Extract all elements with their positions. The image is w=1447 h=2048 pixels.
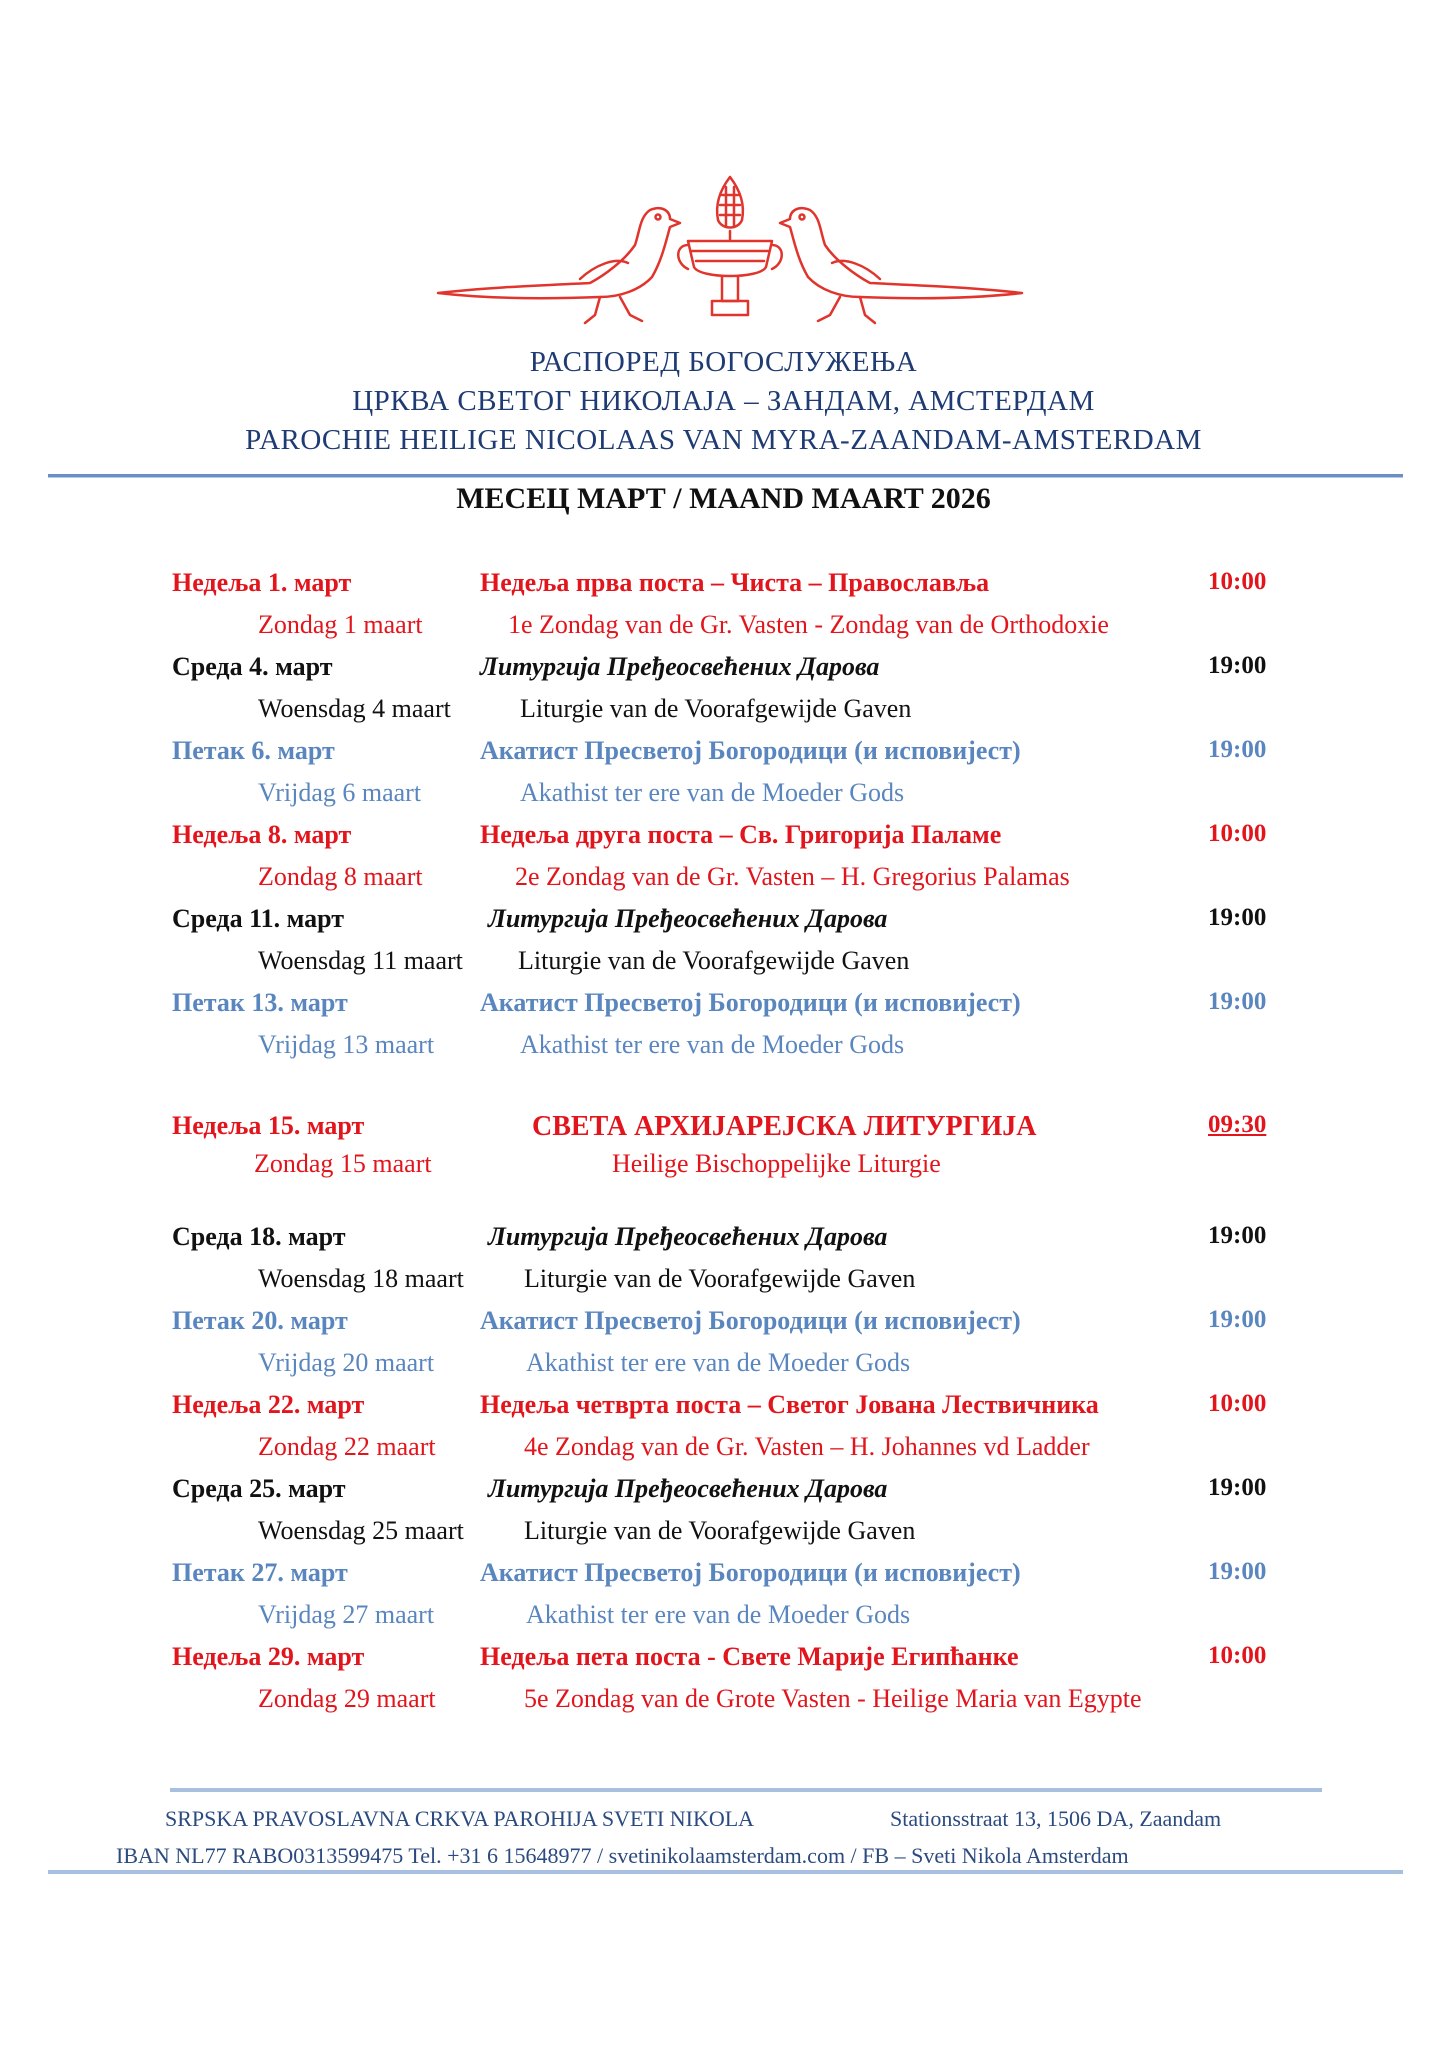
event-row-nl: [0, 1149, 1447, 1189]
event-time: 19:00: [1208, 1558, 1267, 1585]
event-date-sr: Недеља 1. март: [172, 568, 352, 597]
event-date-nl: Woensdag 25 maart: [258, 1516, 464, 1545]
event-title-sr: Акатист Пресветој Богородици (и исповијест): [480, 1558, 1021, 1587]
event-title-nl: Akathist ter ere van de Moeder Gods: [520, 778, 905, 807]
event-row-nl: [0, 1348, 1447, 1388]
event-row: [0, 568, 1447, 608]
header-divider: [48, 474, 1403, 478]
event-row: [0, 820, 1447, 860]
event-date-nl: Vrijdag 6 maart: [258, 778, 422, 807]
event-title-nl: 1e Zondag van de Gr. Vasten - Zondag van de Orthodoxie: [508, 610, 1109, 639]
event-date-nl: Zondag 22 maart: [258, 1432, 436, 1461]
event-title-sr: Литургија Пређеосвећених Дарова: [488, 1474, 888, 1503]
event-row: [0, 736, 1447, 776]
event-title-sr: Литургија Пређеосвећених Дарова: [480, 652, 880, 681]
event-row: [0, 652, 1447, 692]
event-title-nl: 4e Zondag van de Gr. Vasten – H. Johannes vd Ladder: [524, 1432, 1090, 1461]
event-date-sr: Недеља 29. март: [172, 1642, 365, 1671]
event-row-nl: [0, 610, 1447, 650]
doves-chalice-logo: [430, 175, 1030, 335]
event-title-sr: Акатист Пресветој Богородици (и исповијест): [480, 736, 1021, 765]
event-date-nl: Zondag 29 maart: [258, 1684, 436, 1713]
event-time: 19:00: [1208, 1306, 1267, 1333]
event-title-nl: Heilige Bischoppelijke Liturgie: [612, 1149, 941, 1178]
event-date-nl: Zondag 8 maart: [258, 862, 423, 891]
event-title-sr: Недеља прва поста – Чиста – Православља: [480, 568, 990, 597]
event-row: [0, 1222, 1447, 1262]
event-title-sr: Недеља четврта поста – Светог Јована Лествичника: [480, 1390, 1099, 1419]
event-row: [0, 988, 1447, 1028]
event-row-nl: [0, 1516, 1447, 1556]
footer-address: Stationsstraat 13, 1506 DA, Zaandam: [890, 1806, 1222, 1831]
event-title-nl: Akathist ter ere van de Moeder Gods: [520, 1030, 905, 1059]
event-title-sr: Литургија Пређеосвећених Дарова: [488, 1222, 888, 1251]
event-row: [0, 904, 1447, 944]
event-time: 19:00: [1208, 904, 1267, 931]
event-date-sr: Петак 20. март: [172, 1306, 348, 1335]
event-time: 19:00: [1208, 1474, 1267, 1501]
event-row-nl: [0, 862, 1447, 902]
event-row: [0, 1642, 1447, 1682]
event-title-nl: Akathist ter ere van de Moeder Gods: [526, 1600, 911, 1629]
header-title-schedule: РАСПОРЕД БОГОСЛУЖЕЊА: [529, 346, 918, 378]
footer-org-name: SRPSKA PRAVOSLAVNA CRKVA PAROHIJA SVETI NIKOLA: [165, 1806, 755, 1831]
footer-contact: IBAN NL77 RABO0313599475 Tel. +31 6 15648977 / svetinikolaamsterdam.com / FB – Sveti Nikola Amsterdam: [116, 1843, 1129, 1868]
footer-divider-bottom: [48, 1870, 1403, 1874]
event-title-sr: Акатист Пресветој Богородици (и исповијест): [480, 1306, 1021, 1335]
event-date-nl: Woensdag 11 maart: [258, 946, 463, 975]
event-date-sr: Петак 27. март: [172, 1558, 348, 1587]
event-row: [0, 1390, 1447, 1430]
event-date-nl: Vrijdag 27 maart: [258, 1600, 435, 1629]
event-row-nl: [0, 1684, 1447, 1724]
event-time: 09:30: [1208, 1111, 1267, 1138]
event-title-nl: Liturgie van de Voorafgewijde Gaven: [518, 946, 910, 975]
event-date-sr: Недеља 8. март: [172, 820, 352, 849]
event-date-sr: Среда 25. март: [172, 1474, 346, 1503]
header-church-name: ЦРКВА СВЕТОГ НИКОЛАЈА – ЗАНДАМ, АМСТЕРДАМ: [352, 385, 1095, 417]
event-row-nl: [0, 1030, 1447, 1070]
event-row: [0, 1474, 1447, 1514]
event-row-nl: [0, 1600, 1447, 1640]
event-title-sr: Недеља пета поста - Свете Марије Египћанке: [480, 1642, 1019, 1671]
event-date-nl: Zondag 15 maart: [254, 1149, 432, 1178]
event-date-sr: Недеља 22. март: [172, 1390, 365, 1419]
event-date-nl: Woensdag 18 maart: [258, 1264, 464, 1293]
event-time: 19:00: [1208, 736, 1267, 763]
event-time: 19:00: [1208, 1222, 1267, 1249]
event-title-sr: Недеља друга поста – Св. Григорија Паламе: [480, 820, 1002, 849]
event-time: 10:00: [1208, 568, 1267, 595]
event-time: 10:00: [1208, 820, 1267, 847]
event-title-nl: Liturgie van de Voorafgewijde Gaven: [524, 1264, 916, 1293]
event-row: [0, 1558, 1447, 1598]
event-date-sr: Петак 6. март: [172, 736, 335, 765]
event-date-sr: Среда 4. март: [172, 652, 333, 681]
event-date-nl: Zondag 1 maart: [258, 610, 423, 639]
event-title-sr: Акатист Пресветој Богородици (и исповијест): [480, 988, 1021, 1017]
event-title-nl: Liturgie van de Voorafgewijde Gaven: [520, 694, 912, 723]
event-time: 19:00: [1208, 652, 1267, 679]
event-row: [0, 1306, 1447, 1346]
event-row-nl: [0, 946, 1447, 986]
event-date-nl: Vrijdag 20 maart: [258, 1348, 435, 1377]
doves-and-chalice-ornament-icon: [430, 175, 1030, 335]
event-title-nl: 5e Zondag van de Grote Vasten - Heilige Maria van Egypte: [524, 1684, 1142, 1713]
event-time: 10:00: [1208, 1390, 1267, 1417]
event-title-sr: Литургија Пређеосвећених Дарова: [488, 904, 888, 933]
event-row-nl: [0, 1432, 1447, 1472]
event-time: 10:00: [1208, 1642, 1267, 1669]
event-time: 19:00: [1208, 988, 1267, 1015]
month-title: МЕСЕЦ МАРТ / MAAND MAART 2026: [456, 482, 991, 515]
header-parish-name: PAROCHIE HEILIGE NICOLAAS VAN MYRA-ZAANDAM-AMSTERDAM: [245, 424, 1202, 456]
event-row-nl: [0, 694, 1447, 734]
event-date-sr: Среда 18. март: [172, 1222, 346, 1251]
event-date-sr: Недеља 15. март: [172, 1111, 365, 1140]
event-date-nl: Woensdag 4 maart: [258, 694, 451, 723]
event-row-special: [0, 1111, 1447, 1151]
event-title-nl: Akathist ter ere van de Moeder Gods: [526, 1348, 911, 1377]
event-title-sr: СВЕТА АРХИЈАРЕЈСКА ЛИТУРГИЈА: [532, 1111, 1037, 1142]
event-date-sr: Петак 13. март: [172, 988, 348, 1017]
event-date-sr: Среда 11. март: [172, 904, 345, 933]
event-date-nl: Vrijdag 13 maart: [258, 1030, 435, 1059]
footer-divider-top: [170, 1788, 1322, 1792]
event-row-nl: [0, 778, 1447, 818]
event-title-nl: 2e Zondag van de Gr. Vasten – H. Gregorius Palamas: [515, 862, 1070, 891]
event-row-nl: [0, 1264, 1447, 1304]
event-title-nl: Liturgie van de Voorafgewijde Gaven: [524, 1516, 916, 1545]
